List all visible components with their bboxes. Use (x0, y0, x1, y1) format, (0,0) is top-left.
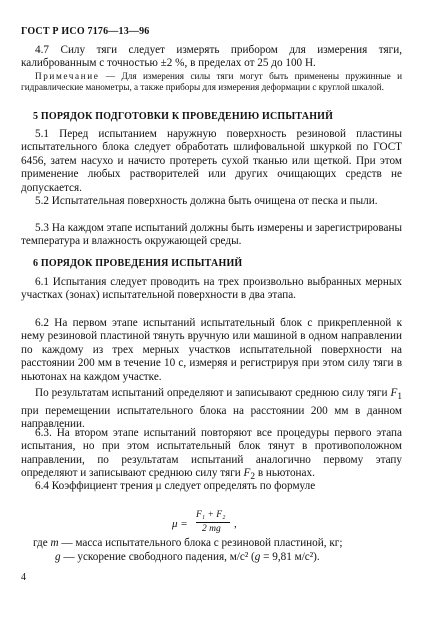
formula-trail: , (234, 518, 237, 530)
paragraph-6-4: 6.4 Коэффициент трения μ следует определять по формуле (35, 480, 316, 492)
where-line-1: где m — масса испытательного блока с резиновой пластиной, кг; (33, 537, 343, 549)
note-label: Примечание (35, 71, 100, 81)
force-f2-symbol: F (243, 467, 251, 480)
paragraph-6-3: 6.3. На втором этапе испытаний повторяют все процедуры первого этапа испытания, но при этом испытательный блок тянут в противоположном направлении, по результатам испытаний аналогично первому этапу определяют и записывают среднюю силу тяги $F_2$ в ньютонах. (21, 427, 402, 483)
where-line-2: g — ускорение свободного падения, м/с² (g = 9,81 м/с²). (55, 551, 320, 563)
paragraph-6-2: 6.2 На первом этапе испытаний испытательный блок с прикрепленной к нему резиновой пластиной тянуть вручную или машиной в одном направлении по каждому из трех мерных участков испытательной поверхности на расстоянии 200 мм в течение 10 с, измеряя и регистрируя при этом силу тяги в ньютонах на каждом участке. (21, 317, 402, 383)
standard-header: ГОСТ Р ИСО 7176—13—96 (21, 26, 150, 37)
fraction-bar (196, 522, 230, 523)
paragraph-5-2: 5.2 Испытательная поверхность должна быть очищена от песка и пыли. (35, 195, 378, 207)
page-number: 4 (21, 572, 26, 583)
paragraph-4-7: 4.7 Силу тяги следует измерять прибором для измерения тяги, калиброванным с точностью ±2 %, в пределах от 25 до 100 Н. (21, 44, 402, 70)
section-6-title: 6 ПОРЯДОК ПРОВЕДЕНИЯ ИСПЫТАНИЙ (33, 258, 243, 269)
paragraph-5-1: 5.1 Перед испытанием наружную поверхность резиновой пластины испытательного блока следует обработать шлифовальной шкуркой по ГОСТ 6456, затем насухо и начисто протереть сухой тканью или щеткой. При этом применение любых растворителей или других очищающих средств не допускается. (21, 128, 402, 194)
paragraph-5-3: 5.3 На каждом этапе испытаний должны быть измерены и зарегистрированы температура и влажность окружающей среды. (21, 222, 402, 248)
friction-formula (172, 510, 252, 540)
formula-denominator: 2 mg (202, 524, 221, 534)
note-block (21, 71, 402, 93)
formula-numerator: F₁ + F₂ (196, 510, 226, 520)
paragraph-6-2-result: По результатам испытаний определяют и записывают среднюю силу тяги $F_1$ при перемещении испытательного блока на расстоянии 200 мм в данном направлении. (21, 387, 402, 431)
force-f1-symbol: F (390, 387, 398, 399)
paragraph-6-1: 6.1 Испытания следует проводить на трех произвольно выбранных мерных участках (зонах) испытательной поверхности в два этапа. (21, 276, 402, 302)
formula-lhs: μ = (172, 518, 188, 530)
note-text: — Для измерения силы тяги могут быть применены пружинные и гидравлические манометры, а также приборы для измерения деформации с круглой шкалой. (21, 71, 402, 93)
section-5-title: 5 ПОРЯДОК ПОДГОТОВКИ К ПРОВЕДЕНИЮ ИСПЫТАНИЙ (33, 111, 334, 122)
